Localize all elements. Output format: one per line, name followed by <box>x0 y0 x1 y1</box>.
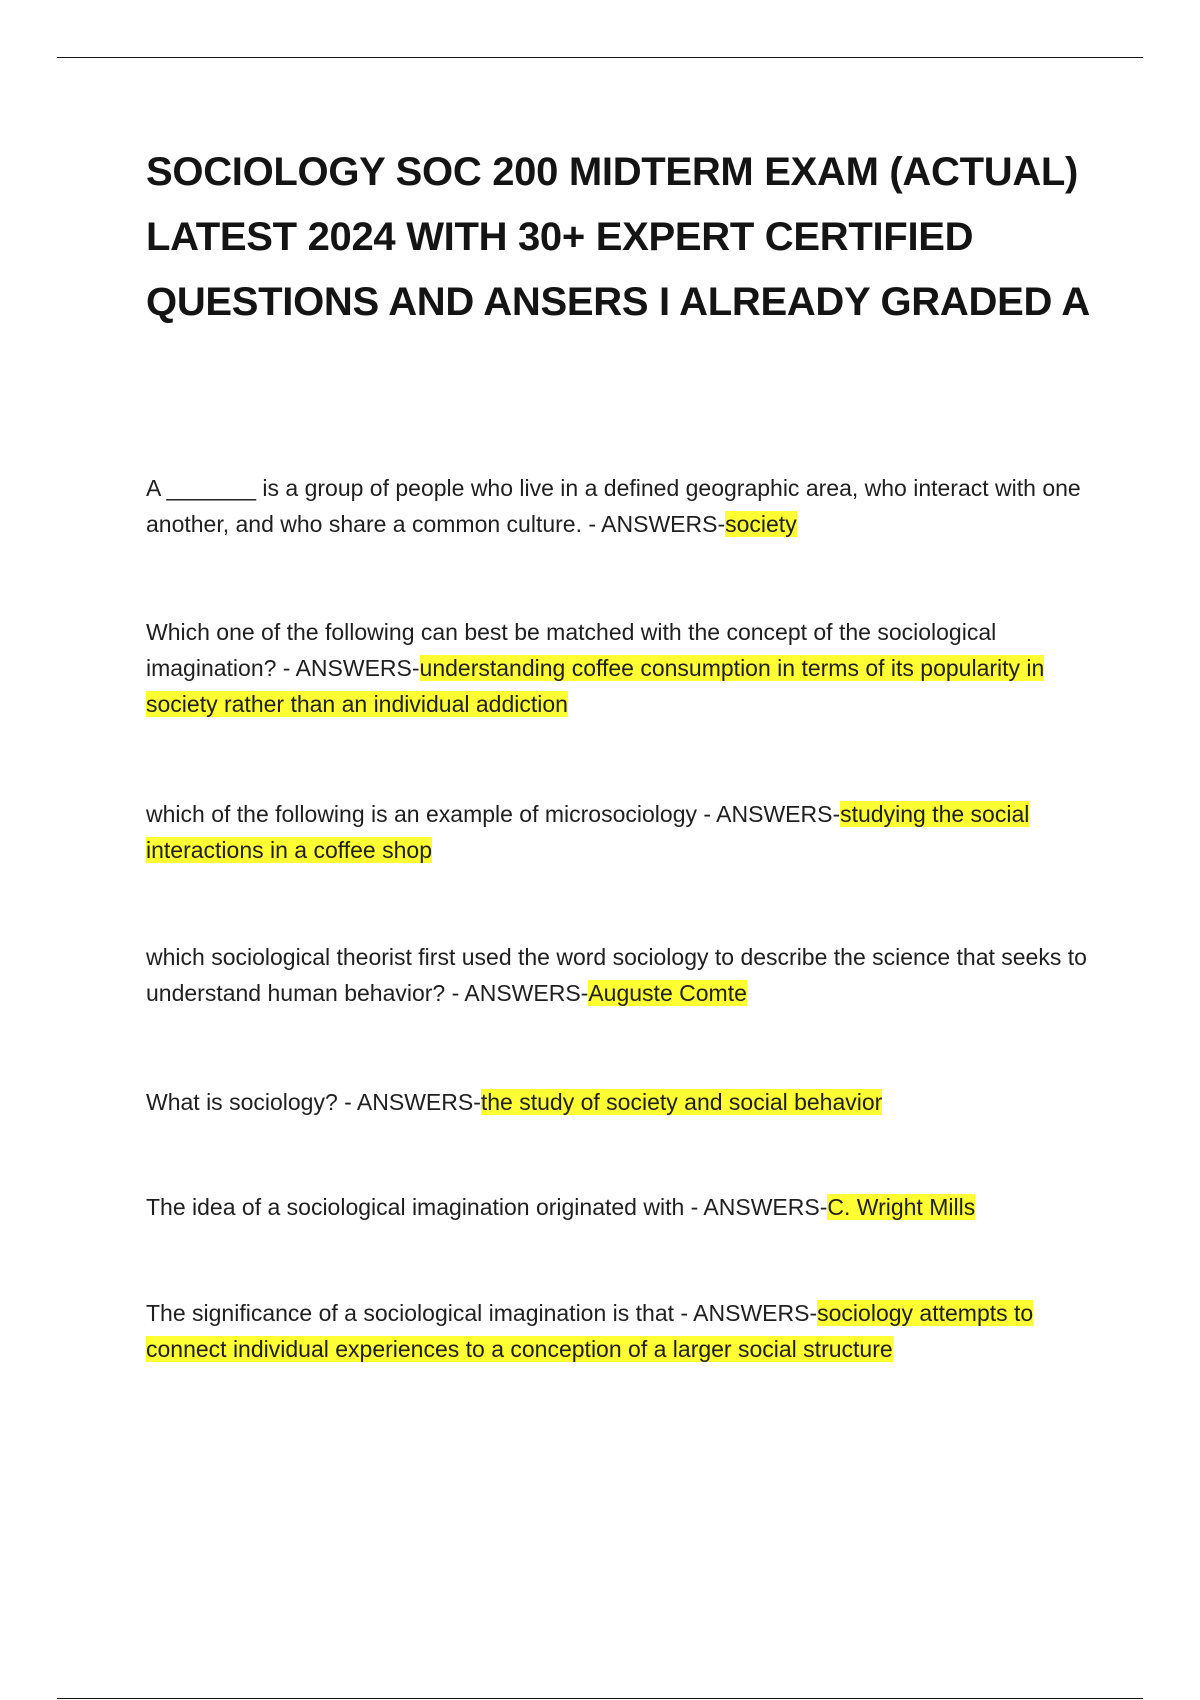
answer-prefix: - ANSWERS- <box>697 801 841 827</box>
answer-highlight: studying the social interactions in a coffee shop <box>146 801 1030 863</box>
answer-highlight: the study of society and social behavior <box>480 1089 883 1115</box>
qa-item <box>146 796 1096 868</box>
answer-prefix: - ANSWERS- <box>581 511 726 537</box>
answer-highlight: understanding coffee consumption in terms of its popularity in society rather than an individual addiction <box>146 655 1045 717</box>
qa-item <box>146 470 1096 542</box>
question-text: What is sociology? <box>146 1089 338 1115</box>
bottom-divider <box>57 1698 1143 1699</box>
question-text: Which one of the following can best be matched with the concept of the sociological imagination? <box>146 619 997 681</box>
answer-prefix: - ANSWERS- <box>445 980 589 1006</box>
question-text: The significance of a sociological imagination is that <box>146 1300 675 1326</box>
qa-item <box>146 614 1096 722</box>
answer-prefix: - ANSWERS- <box>337 1089 481 1115</box>
qa-item <box>146 1084 1096 1120</box>
answer-highlight: society <box>725 511 797 537</box>
question-text: A _______ is a group of people who live in a defined geographic area, who interact with one another, and who share a common culture. <box>146 475 1081 537</box>
qa-item <box>146 939 1096 1011</box>
answer-prefix: - ANSWERS- <box>684 1194 828 1220</box>
answer-highlight: sociology attempts to connect individual experiences to a conception of a larger social structure <box>146 1300 1034 1362</box>
document-title: SOCIOLOGY SOC 200 MIDTERM EXAM (ACTUAL) LATEST 2024 WITH 30+ EXPERT CERTIFIED QUESTIONS AND ANSERS I ALREADY GRADED A <box>146 150 1090 324</box>
question-text: which sociological theorist first used the word sociology to describe the science that seeks to understand human behavior? <box>146 944 1087 1006</box>
answer-highlight: Auguste Comte <box>588 980 747 1006</box>
question-text: The idea of a sociological imagination originated with <box>146 1194 685 1220</box>
answer-highlight: C. Wright Mills <box>827 1194 976 1220</box>
qa-item <box>146 1295 1096 1367</box>
answer-prefix: - ANSWERS- <box>276 655 420 681</box>
answer-prefix: - ANSWERS- <box>674 1300 818 1326</box>
question-text: which of the following is an example of microsociology <box>146 801 697 827</box>
top-divider <box>57 57 1143 58</box>
qa-item <box>146 1189 1096 1225</box>
